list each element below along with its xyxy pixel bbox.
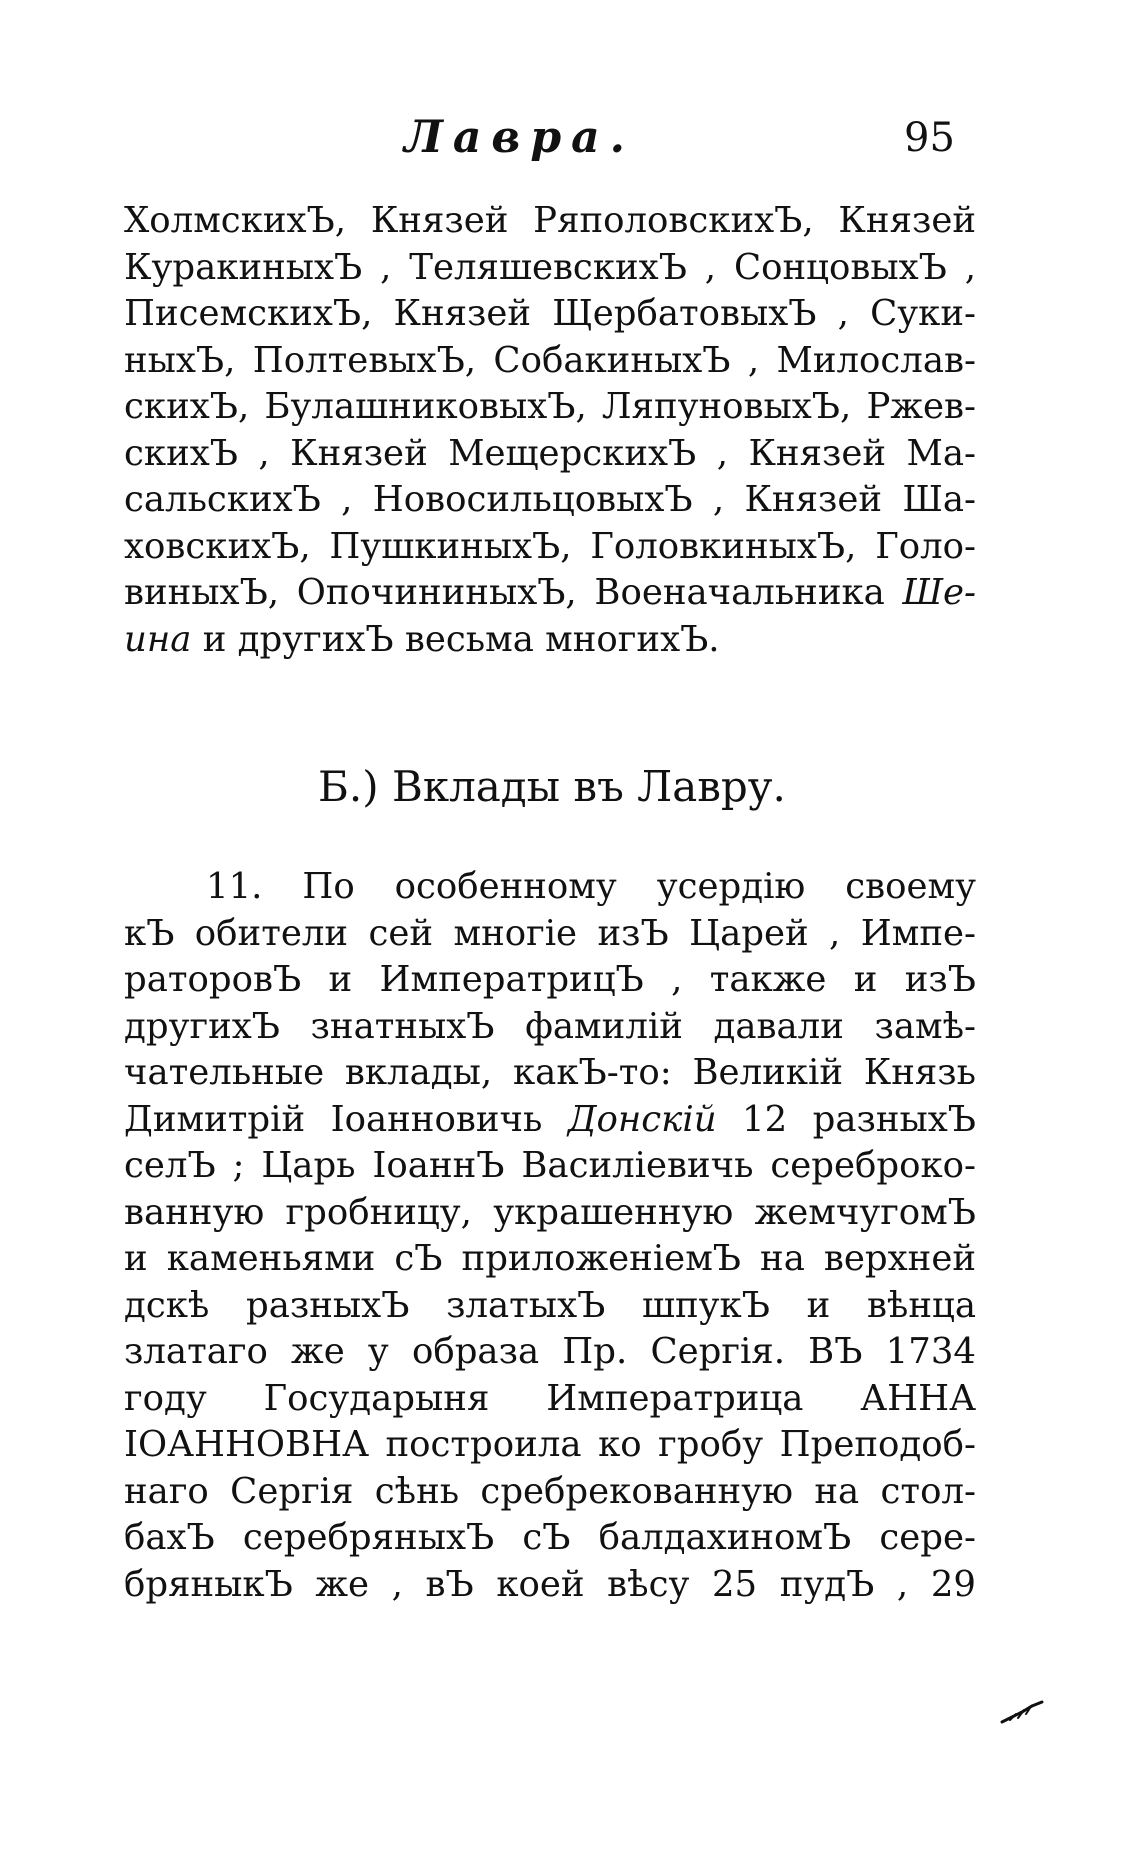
text-fragment: и другихЪ весьма многихЪ. bbox=[191, 618, 720, 660]
text-fragment: виныхЪ, ОпочининыхЪ, Военачальника bbox=[124, 572, 903, 613]
text-line bbox=[124, 617, 976, 664]
text-line: скихЪ , Князей МещерскихЪ , Князей Ма- bbox=[124, 432, 976, 474]
page-number: 95 bbox=[904, 115, 955, 161]
text-line: КуракиныхЪ , ТеляшевскихЪ , СонцовыхЪ , bbox=[124, 246, 976, 288]
text-line: скихЪ, БулашниковыхЪ, ЛяпуновыхЪ, Ржев- bbox=[124, 386, 976, 427]
text-line: чательные вклады, какЪ-то: Великій Князь bbox=[124, 1052, 976, 1093]
text-line: ХолмскихЪ, Князей РяполовскихЪ, Князей bbox=[124, 200, 976, 241]
text-line: ПисемскихЪ, Князей ЩербатовыхЪ , Суки- bbox=[124, 293, 976, 334]
text-line: ІОАННОВНА построила ко гробу Преподоб- bbox=[124, 1424, 976, 1465]
paragraph-11 bbox=[124, 864, 976, 1608]
text-line: и каменьями сЪ приложеніемЪ на верхней bbox=[124, 1238, 976, 1279]
text-line bbox=[124, 1097, 976, 1144]
text-line: ховскихЪ, ПушкиныхЪ, ГоловкиныхЪ, Голо- bbox=[124, 525, 976, 567]
section-heading: Б.) Вклады въ Лавру. bbox=[318, 762, 786, 811]
paragraph-continued bbox=[124, 198, 976, 663]
ink-mark-icon bbox=[1000, 1700, 1044, 1724]
text-fragment: Димитрій Іоанновичь bbox=[124, 1098, 568, 1140]
text-line: златаго же у образа Пр. Сергія. ВЪ 1734 bbox=[124, 1331, 976, 1372]
text-line: ныхЪ, ПолтевыхЪ, СобакиныхЪ , Милослав- bbox=[124, 339, 976, 381]
text-line: дскѣ разныхЪ златыхЪ шпукЪ и вѣнца bbox=[124, 1284, 976, 1326]
running-head bbox=[0, 108, 1140, 168]
text-line: сальскихЪ , НовосильцовыхЪ , Князей Ша- bbox=[124, 479, 976, 520]
italic-name: Ше- bbox=[902, 572, 976, 613]
text-line: бряныкЪ же , вЪ коей вѣсу 25 пудЪ , 29 bbox=[124, 1563, 976, 1605]
italic-name: Донскій bbox=[567, 1098, 717, 1140]
running-title: Лавра. bbox=[404, 112, 635, 163]
text-line: наго Сергія сѣнь сребрекованную на стол- bbox=[124, 1470, 976, 1512]
text-line: бахЪ серебряныхЪ сЪ балдахиномЪ сере- bbox=[124, 1517, 976, 1558]
italic-name: ина bbox=[124, 618, 192, 660]
text-line: году Государыня Императрица АННА bbox=[124, 1377, 976, 1419]
text-line: 11. По особенному усердію своему bbox=[206, 866, 976, 907]
text-fragment: 12 разныхЪ bbox=[716, 1098, 976, 1140]
text-line bbox=[124, 570, 976, 617]
text-line: другихЪ знатныхЪ фамилій давали замѣ- bbox=[124, 1005, 976, 1047]
text-line: кЪ обители сей многіе изЪ Царей , Импе- bbox=[124, 912, 976, 954]
text-line: раторовЪ и ИмператрицЪ , также и изЪ bbox=[124, 959, 976, 1000]
text-line: селЪ ; Царь ІоаннЪ Василіевичь сереброко- bbox=[124, 1145, 976, 1186]
text-line: ванную гробницу, украшенную жемчугомЪ bbox=[124, 1191, 976, 1233]
